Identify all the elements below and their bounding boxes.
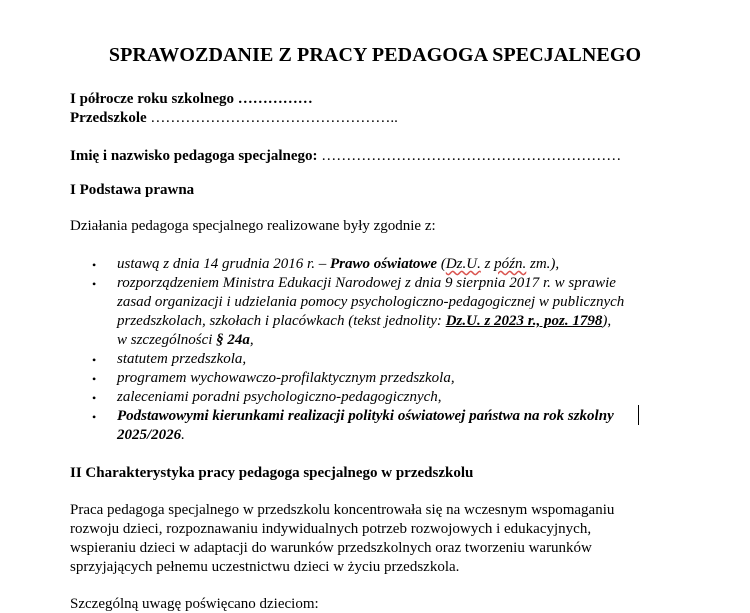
bullet-marker: •: [92, 391, 97, 405]
school-year: 2025/2026: [117, 427, 182, 443]
section2-para-line1: Praca pedagoga specjalnego w przedszkolu koncentrowała się na wczesnym wspomaganiu: [70, 502, 615, 518]
list-item-text: późn.: [494, 256, 527, 272]
journal-ref: Dz.U.: [445, 256, 481, 272]
list-item-act: [117, 256, 559, 273]
list-item-text: (: [437, 256, 446, 272]
kindergarten-line: [70, 110, 398, 127]
paragraph-ref: § 24a: [216, 332, 250, 348]
list-item-regulation-line2: zasad organizacji i udzielania pomocy psychologiczno-pedagogicznej w publicznych: [117, 294, 625, 310]
list-item-text: w szczególności: [117, 332, 217, 348]
list-item-text: z: [480, 256, 495, 272]
list-item-text: ),: [602, 313, 612, 329]
act-name: Prawo oświatowe: [329, 256, 438, 272]
list-item-policy-line1: Podstawowymi kierunkami realizacji polityki oświatowej państwa na rok szkolny: [117, 408, 614, 424]
list-item-text: ustawą z dnia 14 grudnia 2016 r. –: [117, 256, 330, 272]
bullet-marker: •: [92, 410, 97, 424]
list-item-regulation-line3: [117, 313, 611, 330]
bullet-marker: •: [92, 277, 97, 291]
list-item-text: przedszkolach, szkołach i placówkach (tekst jednolity:: [117, 313, 446, 329]
journal-ref: Dz.U. z 2023 r., poz. 1798: [445, 313, 603, 329]
section2-para-line4: sprzyjających pełnemu uczestnictwu dzieci w życiu przedszkola.: [70, 559, 460, 575]
section2-heading: II Charakterystyka pracy pedagoga specjalnego w przedszkolu: [70, 465, 474, 481]
teacher-name-label: Imię i nazwisko pedagoga specjalnego:: [70, 148, 318, 164]
section1-heading: I Podstawa prawna: [70, 182, 195, 198]
list-item-text: .: [181, 427, 185, 443]
bullet-marker: •: [92, 353, 97, 367]
bullet-marker: •: [92, 258, 97, 272]
kindergarten-dots: …………………………………………..: [150, 110, 398, 126]
kindergarten-label: Przedszkole: [70, 110, 147, 126]
list-item-statute: statutem przedszkola,: [117, 351, 247, 367]
text-cursor: [638, 405, 639, 425]
list-item-regulation-line4: [117, 332, 254, 349]
semester-line: I półrocze roku szkolnego ……………: [70, 91, 313, 107]
section2-para-line3: wspieraniu dzieci w adaptacji do warunków przedszkolnych oraz tworzeniu warunków: [70, 540, 592, 556]
list-item-program: programem wychowawczo-profilaktycznym przedszkola,: [117, 370, 455, 386]
list-item-regulation-line1: rozporządzeniem Ministra Edukacji Narodowej z dnia 9 sierpnia 2017 r. w sprawie: [117, 275, 616, 291]
teacher-name-dots: ……………………………………………………: [321, 148, 622, 164]
document-title: SPRAWOZDANIE Z PRACY PEDAGOGA SPECJALNEGO: [108, 44, 642, 66]
list-item-text: ,: [249, 332, 254, 348]
list-item-text: zm.),: [526, 256, 560, 272]
section2-para-line2: rozwoju dzieci, rozpoznawaniu indywidualnych potrzeb rozwojowych i edukacyjnych,: [70, 521, 592, 537]
list-item-policy-line2: [117, 427, 185, 444]
section2-focus-line: Szczególną uwagę poświęcano dzieciom:: [70, 596, 319, 612]
teacher-name-line: [70, 148, 621, 165]
list-item-recommendations: zaleceniami poradni psychologiczno-pedagogicznych,: [117, 389, 442, 405]
section1-intro: Działania pedagoga specjalnego realizowane były zgodnie z:: [70, 218, 436, 234]
bullet-marker: •: [92, 372, 97, 386]
